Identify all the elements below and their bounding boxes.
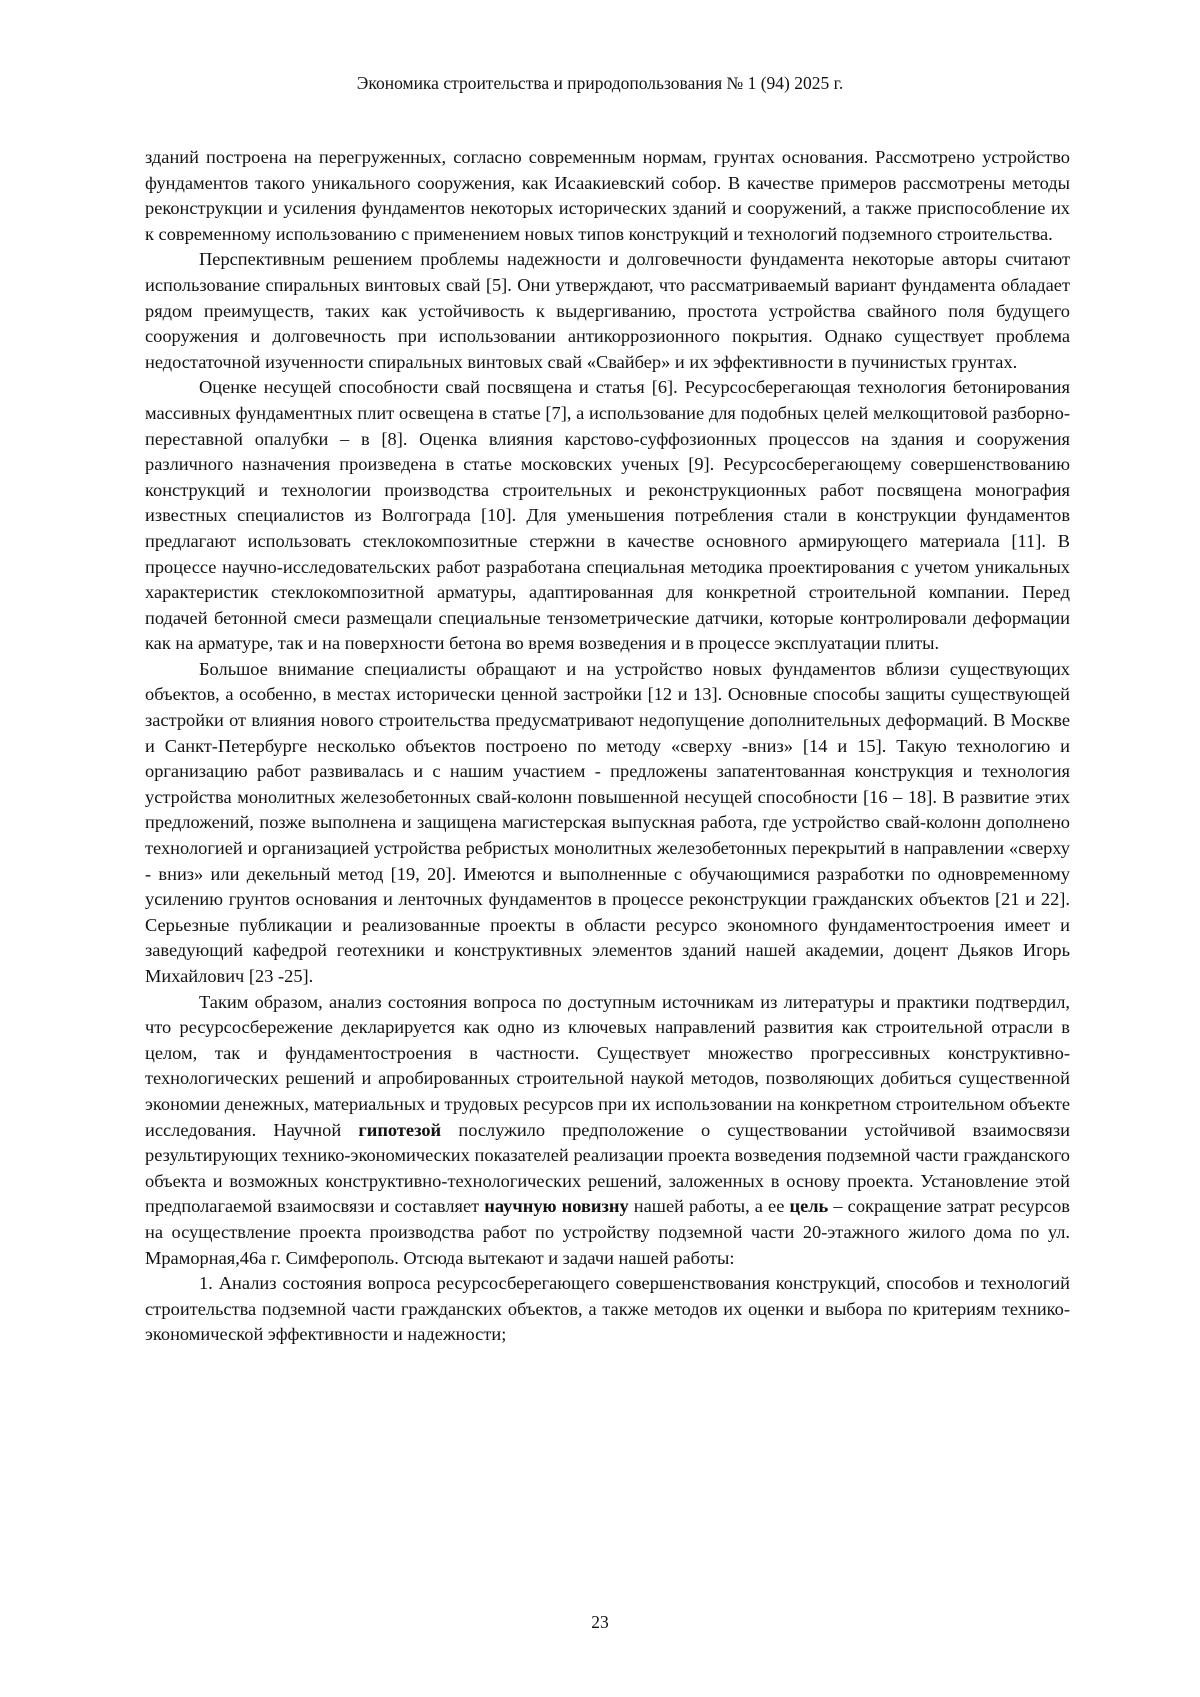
journal-title: Экономика строительства и природопользования № 1 (94) 2025 г. [356,73,844,93]
paragraph-2: Перспективным решением проблемы надежности и долговечности фундамента некоторые авторы считают использование спиральных винтовых свай [5]. Они утверждают, что рассматриваемый вариант фундамента обладает рядом преимуществ, таких как устойчивость к выдергиванию, простота устройства свайного поля будущего сооружения и долговечность при использовании антикоррозионного покрытия. Однако существует проблема недостаточной изученности спиральных винтовых свай «Свайбер» и их эффективности в пучинистых грунтах. [145,249,1070,372]
task-list-item-1: 1. Анализ состояния вопроса ресурсосберегающего совершенствования конструкций, способов и технологий строительства подземной части гражданских объектов, а также методов их оценки и выбора по критериям технико-экономической эффективности и надежности; [145,1273,1070,1345]
paragraph-4: Большое внимание специалисты обращают и на устройство новых фундаментов вблизи существующих объектов, а особенно, в местах исторически ценной застройки [12 и 13]. Основные способы защиты существующей застройки от влияния нового строительства предусматривают недопущение дополнительных деформаций. В Москве и Санкт-Петербурге несколько объектов построено по методу «сверху -вниз» [14 и 15]. Такую технологию и организацию работ развивалась и с нашим участием - предложены запатентованная конструкция и технология устройства монолитных железобетонных свай-колонн повышенной несущей способности [16 – 18]. В развитие этих предложений, позже выполнена и защищена магистерская выпускная работа, где устройство свай-колонн дополнено технологией и организацией устройства ребристых монолитных железобетонных перекрытий в направлении «сверху - вниз» или декельный метод [19, 20]. Имеются и выполненные с обучающимися разработки по одновременному усилению грунтов основания и ленточных фундаментов в процессе реконструкции гражданских объектов [21 и 22]. Серьезные публикации и реализованные проекты в области ресурсо экономного фундаментостроения имеет и заведующий кафедрой геотехники и конструктивных элементов зданий нашей академии, доцент Дьяков Игорь Михайлович [23 -25]. [145,658,1070,986]
paragraph-5 [145,990,1070,1272]
paragraph-1: зданий построена на перегруженных, согласно современным нормам, грунтах основания. Рассмотрено устройство фундаментов такого уникального сооружения, как Исаакиевский собор. В качестве примеров рассмотрены методы реконструкции и усиления фундаментов некоторых исторических зданий и сооружений, а также приспособление их к современному использованию с применением новых типов конструкций и технологий подземного строительства. [145,147,1070,244]
paragraph-5-text-e: нашей работы, а ее [628,1196,790,1217]
paragraph-3: Оценке несущей способности свай посвящена и статья [6]. Ресурсосберегающая технология бетонирования массивных фундаментных плит освещена в статье [7], а использование для подобных целей мелкощитовой разборно-переставной опалубки – в [8]. Оценка влияния карстово-суффозионных процессов на здания и сооружения различного назначения произведена в статье московских ученых [9]. Ресурсосберегающему совершенствованию конструкций и технологии производства строительных и реконструкционных работ посвящена монография известных специалистов из Волгограда [10]. Для уменьшения потребления стали в конструкции фундаментов предлагают использовать стеклокомпозитные стержни в качестве основного армирующего материала [11]. В процессе научно-исследовательских работ разработана специальная методика проектирования с учетом уникальных характеристик стеклокомпозитной арматуры, адаптированная для конкретной строительной компании. Перед подачей бетонной смеси размещали специальные тензометрические датчики, которые контролировали деформации как на арматуре, так и на поверхности бетона во время возведения и в процессе эксплуатации плиты. [145,377,1070,654]
running-header [0,72,1200,94]
paragraph-5-text-c: послужило предположение о существовании устойчивой взаимосвязи результирующих технико-экономических показателей реализации проекта возведения подземной части гражданского объекта и возможных конструктивно-технологических решений, заложенных в основу проекта. Установление этой предполагаемой взаимосвязи и составляет [145,1119,1070,1217]
page-number [0,1611,1200,1633]
paragraph-5-text-g: – сокращение затрат ресурсов на осуществление проекта производства работ по устройству подземной части 20-этажного жилого дома по ул. Мраморная,46а г. Симферополь. Отсюда вытекают и задачи нашей работы: [145,1196,1070,1268]
goal-term: цель [789,1196,829,1217]
paragraph-5-text-a: Таким образом, анализ состояния вопроса по доступным источникам из литературы и практики подтвердил, что ресурсосбережение декларируется как одно из ключевых направлений развития как строительной отрасли в целом, так и фундаментостроения в частности. Существует множество прогрессивных конструктивно-технологических решений и апробированных строительной наукой методов, позволяющих добиться существенной экономии денежных, материальных и трудовых ресурсов при их использовании на конкретном строительном объекте исследования. Научной [145,991,1070,1140]
novelty-term: научную новизну [484,1196,629,1217]
hypothesis-term: гипотезой [358,1119,442,1140]
article-body [145,145,1070,1348]
page-number-value: 23 [591,1612,609,1632]
